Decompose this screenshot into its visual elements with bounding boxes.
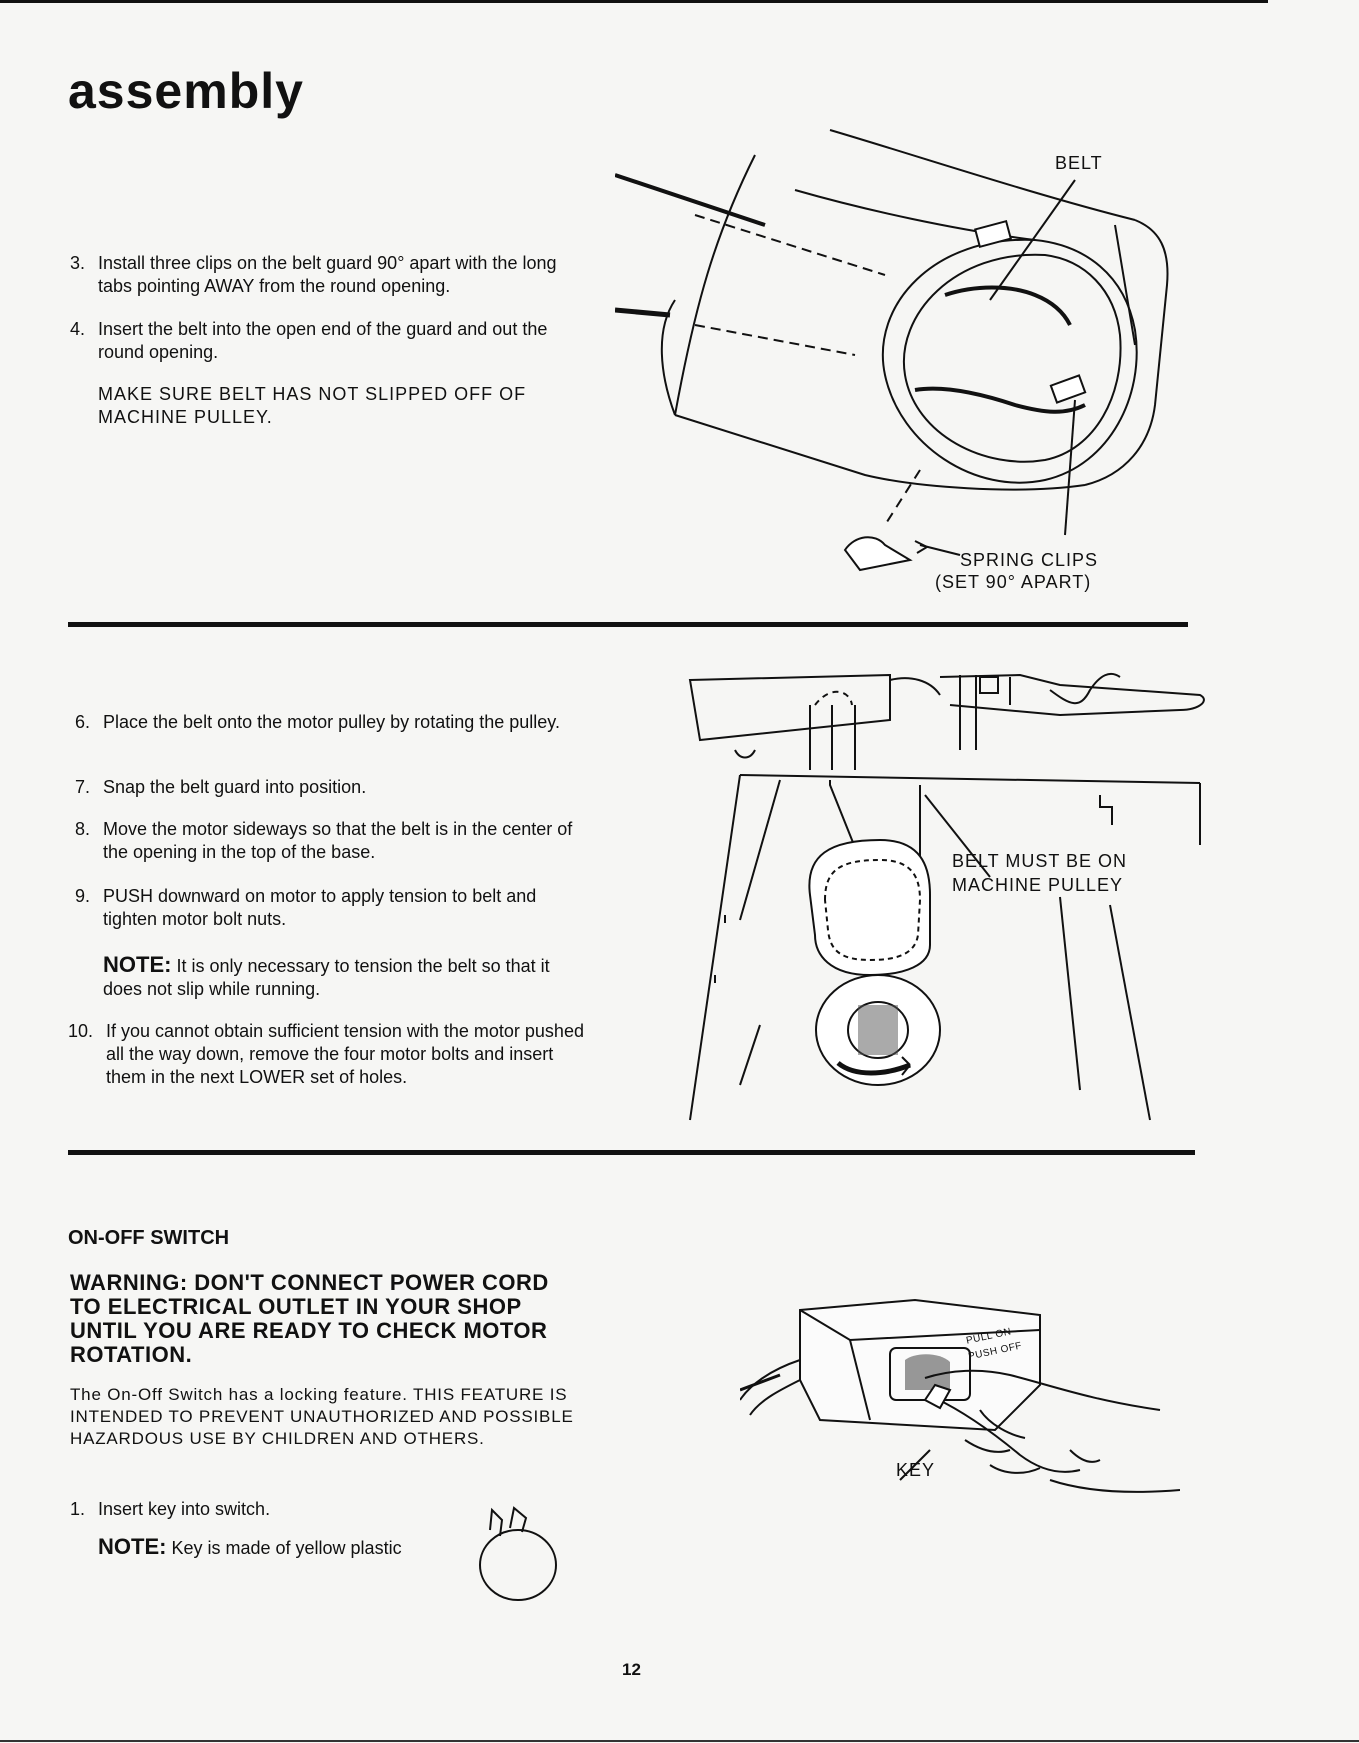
- note-label: NOTE:: [98, 1534, 167, 1559]
- note-text: Key is made of yellow plastic: [171, 1538, 402, 1558]
- step-8: [75, 818, 585, 864]
- step-number: 7.: [75, 777, 91, 797]
- step-number: 8.: [75, 819, 91, 839]
- step-text: Insert the belt into the open end of the guard and out the round opening.: [98, 319, 548, 362]
- callout-set-90-apart: (SET 90° APART): [935, 572, 1092, 592]
- belt-guard-illustration: [615, 115, 1175, 615]
- step-text: Move the motor sideways so that the belt is in the center of the opening in the top of the base.: [103, 819, 573, 862]
- note-label: NOTE:: [103, 952, 172, 977]
- step-text: Install three clips on the belt guard 90° apart with the long tabs pointing AWAY from the round opening.: [98, 253, 557, 296]
- caution-body: MAKE SURE BELT HAS NOT SLIPPED OFF OF MACHINE PULLEY.: [98, 384, 527, 427]
- step-number: 6.: [75, 712, 91, 732]
- step-number: 9.: [75, 886, 91, 906]
- note-text: It is only necessary to tension the belt so that it does not slip while running.: [103, 956, 550, 999]
- motor-pulley-illustration: [680, 665, 1210, 1125]
- step-number: 10.: [68, 1021, 94, 1041]
- step-number: 1.: [70, 1499, 86, 1519]
- note-tension: [75, 953, 585, 1001]
- step-9: [75, 885, 585, 931]
- page-number: 12: [622, 1660, 641, 1679]
- section-divider: [68, 1150, 1195, 1155]
- yellow-key-illustration: [470, 1500, 570, 1610]
- step-6: [75, 711, 585, 734]
- step-text: PUSH downward on motor to apply tension to belt and tighten motor bolt nuts.: [103, 886, 537, 929]
- step-10: [68, 1020, 588, 1089]
- callout-belt-must-be-on: BELT MUST BE ON: [952, 851, 1128, 871]
- step-4: [70, 318, 580, 364]
- callout-key: KEY: [896, 1460, 936, 1480]
- caution-text: [70, 383, 580, 429]
- section-divider: [68, 622, 1188, 627]
- top-rule: [0, 0, 1268, 3]
- switch-label-push-off: PUSH OFF: [967, 1340, 1024, 1363]
- step-text: Snap the belt guard into position.: [103, 777, 367, 797]
- step-1: [70, 1498, 490, 1521]
- switch-key-illustration: [740, 1290, 1180, 1530]
- callout-machine-pulley: MACHINE PULLEY: [952, 875, 1124, 895]
- step-text: If you cannot obtain sufficient tension with the motor pushed all the way down, remove the four motor bolts and insert them in the next LOWER set of holes.: [106, 1021, 584, 1087]
- switch-description: The On-Off Switch has a locking feature. THIS FEATURE IS INTENDED TO PREVENT UNAUTHORIZED AND POSSIBLE HAZARDOUS USE BY CHILDREN AND OTHERS.: [70, 1385, 574, 1448]
- switch-label-pull-on: PULL ON: [965, 1326, 1013, 1347]
- callout-belt: BELT: [1055, 153, 1103, 173]
- step-3: [70, 252, 580, 298]
- step-number: 4.: [70, 319, 86, 339]
- step-text: Insert key into switch.: [98, 1499, 271, 1519]
- warning-text: WARNING: DON'T CONNECT POWER CORD TO ELECTRICAL OUTLET IN YOUR SHOP UNTIL YOU ARE READY TO CHECK MOTOR ROTATION.: [70, 1270, 549, 1367]
- page-title: assembly: [68, 63, 304, 119]
- bottom-rule: [0, 1740, 1359, 1742]
- step-number: 3.: [70, 253, 86, 273]
- section-heading: ON-OFF SWITCH: [68, 1227, 230, 1249]
- callout-spring-clips: SPRING CLIPS: [960, 550, 1099, 570]
- step-7: [75, 776, 585, 799]
- step-text: Place the belt onto the motor pulley by rotating the pulley.: [103, 712, 560, 732]
- note-key: [70, 1535, 490, 1560]
